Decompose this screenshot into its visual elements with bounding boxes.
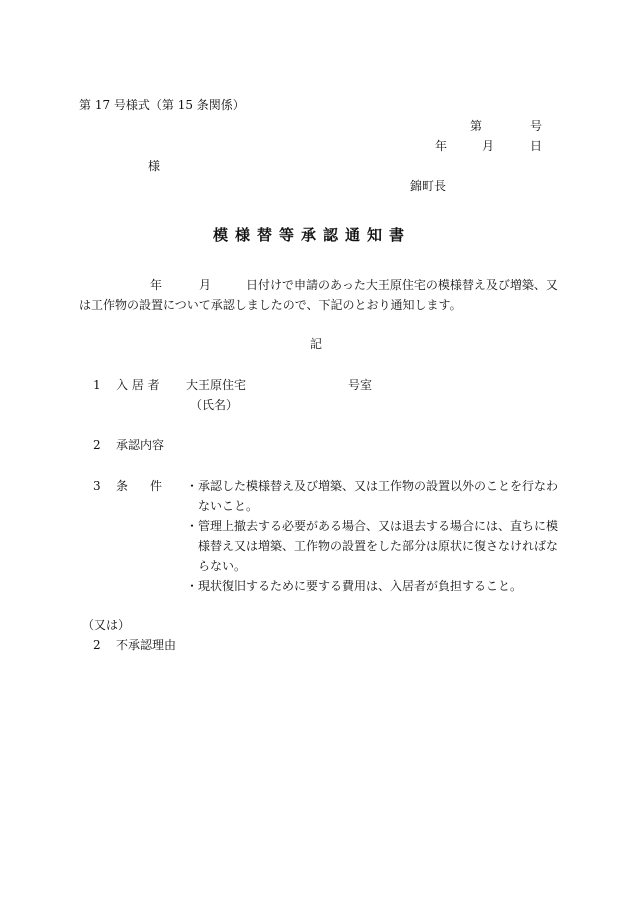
room-label: 号室 bbox=[348, 378, 373, 392]
date-year: 年 bbox=[435, 139, 448, 153]
item3-label-b: 件 bbox=[150, 479, 163, 493]
item2-label: 承認内容 bbox=[116, 438, 165, 452]
item3-label-a: 条 bbox=[116, 479, 129, 493]
housing-name: 大王原住宅 bbox=[186, 378, 247, 392]
alt-item-number: 2 bbox=[93, 638, 101, 652]
alternative-label: （又は） bbox=[82, 618, 131, 632]
date-month: 月 bbox=[482, 139, 495, 153]
ki-mark: 記 bbox=[310, 337, 323, 351]
date-day: 日 bbox=[530, 139, 543, 153]
condition-item: ・現状復旧するために要する費用は、入居者が負担すること。 bbox=[186, 579, 523, 593]
form-label: 第 17 号様式（第 15 条関係） bbox=[79, 98, 245, 112]
document-title: 模様替等承認通知書 bbox=[213, 226, 412, 244]
item3-number: 3 bbox=[93, 479, 101, 493]
issuer: 錦町長 bbox=[410, 179, 447, 193]
intro-month: 月 bbox=[199, 278, 212, 292]
number-suffix: 号 bbox=[530, 119, 543, 133]
item1-number: 1 bbox=[93, 378, 101, 392]
intro-line1: 日付けで申請のあった大王原住宅の模様替え及び増築、又 bbox=[246, 278, 558, 292]
alt-item-label: 不承認理由 bbox=[116, 638, 177, 652]
intro-year: 年 bbox=[150, 278, 163, 292]
item1-label: 入 居 者 bbox=[116, 378, 160, 392]
intro-line2: は工作物の設置について承認しましたので、下記のとおり通知します。 bbox=[79, 298, 462, 312]
condition-item: ・承認した模様替え及び増築、又は工作物の設置以外のことを行なわないこと。 bbox=[186, 479, 559, 513]
condition-item: ・管理上撤去する必要がある場合、又は退去する場合には、直ちに模様替え又は増築、工作物の設置をした部分は原状に復さなければならない。 bbox=[186, 519, 559, 573]
item2-number: 2 bbox=[93, 438, 101, 452]
recipient-suffix: 様 bbox=[148, 159, 161, 173]
resident-name-label: （氏名） bbox=[190, 398, 239, 412]
number-prefix: 第 bbox=[470, 119, 483, 133]
